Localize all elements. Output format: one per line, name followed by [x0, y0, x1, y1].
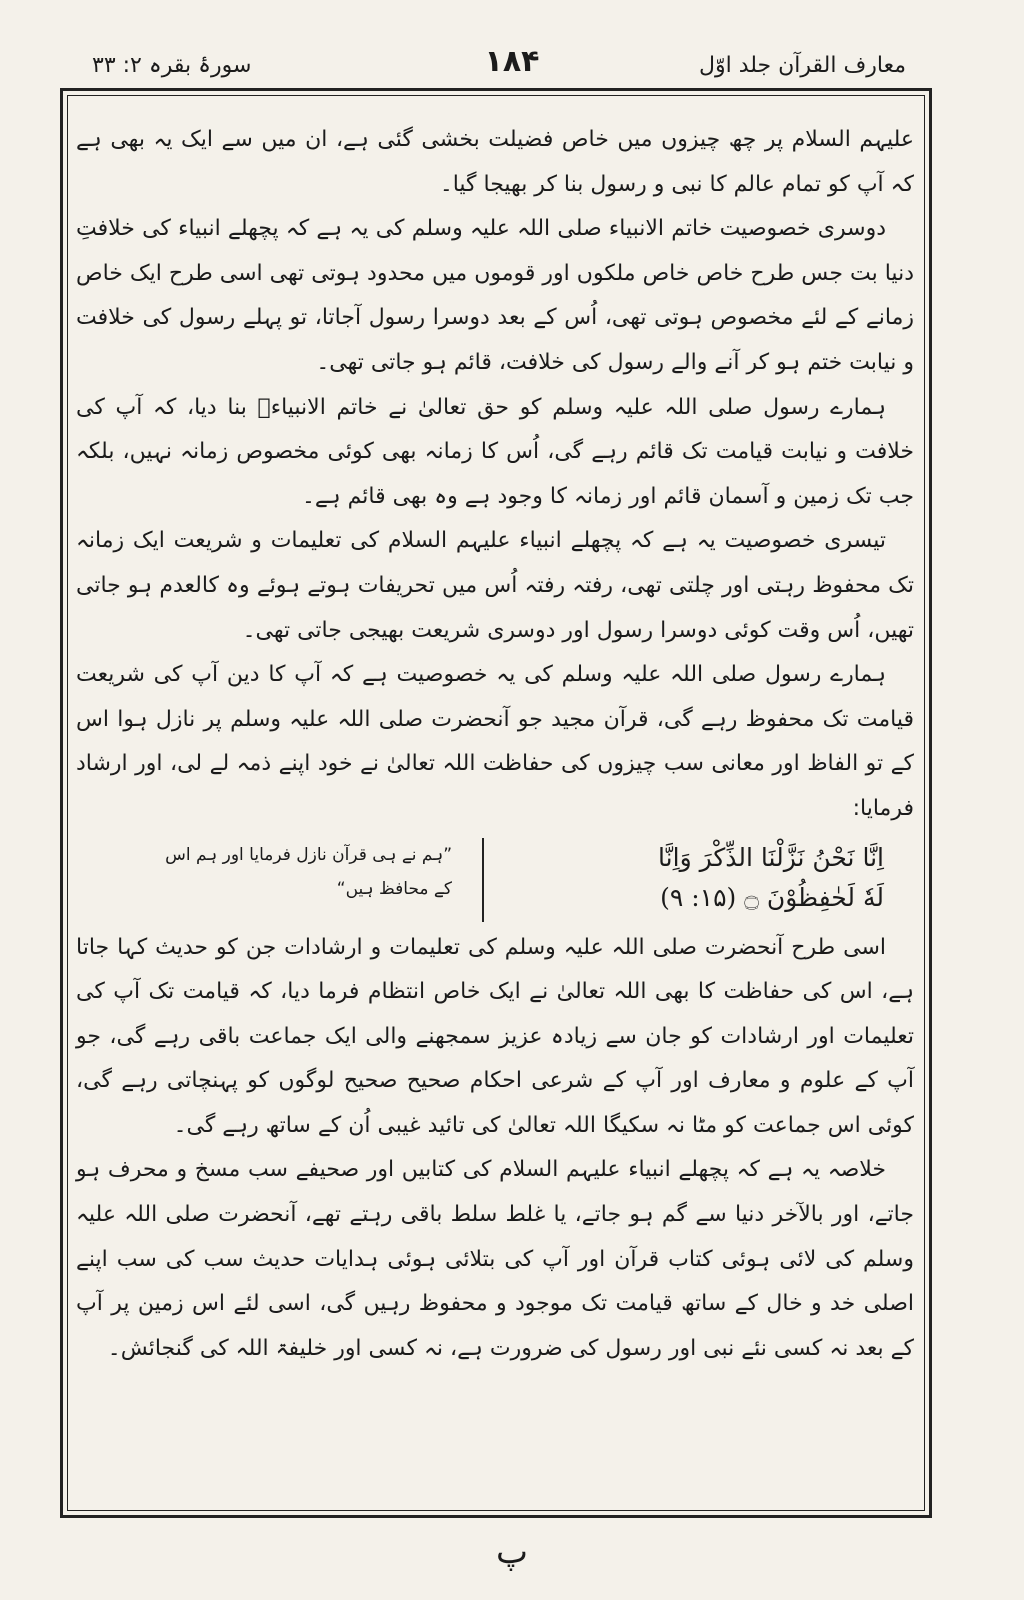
- book-title: معارف القرآن جلد اوّل: [698, 53, 906, 78]
- paragraph-7: خلاصہ یہ ہے کہ پچھلے انبیاء علیہم السلام کی کتابیں اور صحیفے سب مسخ و محرف ہو جاتے، اور بالآخر دنیا سے گم ہو جاتے، یا غلط سلط باقی رہتے تھے، آنحضرت صلی اللہ علیہ وسلم کی لائی ہوئی کتاب قرآن اور آپ کی بتلائی ہوئی ہدایات حدیث سب کی سب اپنے اصلی خد و خال کے ساتھ قیامت تک موجود و محفوظ رہیں گی، اسی لئے اس زمین پر آپ کے بعد نہ کسی نئے نبی اور رسول کی ضرورت ہے، نہ کسی اور خلیفۃ اللہ کی گنجائش۔: [76, 1157, 914, 1361]
- page-number: ۱۸۴: [484, 44, 540, 79]
- paragraph-1: علیہم السلام پر چھ چیزوں میں خاص فضیلت بخشی گئی ہے، ان میں سے ایک یہ بھی ہے کہ آپ کو تمام عالم کا نبی و رسول بنا کر بھیجا گیا۔: [76, 127, 914, 197]
- verse-arabic: [482, 838, 914, 922]
- paragraph-2: دوسری خصوصیت خاتم الانبیاء صلی اللہ علیہ وسلم کی یہ ہے کہ پچھلے انبیاء کی خلافتِ دنیا بت جس طرح خاص خاص ملکوں اور قوموں میں محدود ہوتی تھی اسی طرح ایک خاص زمانے کے لئے مخصوص ہوتی تھی، اُس کے بعد دوسرا رسول آجاتا، تو پہلے رسول کی خلافت و نیابت ختم ہو کر آنے والے رسول کی خلافت، قائم ہو جاتی تھی۔: [76, 216, 914, 375]
- verse-translation-line: کے محافظ ہیں“: [336, 878, 452, 899]
- paragraph-3: ہمارے رسول صلی اللہ علیہ وسلم کو حق تعالیٰ نے خاتم الانبیاءؑ بنا دیا، کہ آپ کی خلافت و نیابت قیامت تک قائم رہے گی، اُس کا زمانہ بھی کوئی مخصوص زمانہ نہیں، بلکہ جب تک زمین و آسمان قائم اور زمانہ کا وجود ہے وہ بھی قائم ہے۔: [76, 394, 914, 509]
- verse-translation-line: ”ہم نے ہی قرآن نازل فرمایا اور ہم اس: [165, 844, 452, 865]
- paragraph-4: تیسری خصوصیت یہ ہے کہ پچھلے انبیاء علیہم السلام کی تعلیمات و شریعت ایک زمانہ تک محفوظ رہتی اور چلتی تھی، رفتہ رفتہ اُس میں تحریفات ہوتے ہوئے وہ کالعدم ہو جاتی تھیں، اُس وقت کوئی دوسرا رسول اور دوسری شریعت بھیجی جاتی تھی۔: [76, 528, 914, 643]
- paragraph-5: ہمارے رسول صلی اللہ علیہ وسلم کی یہ خصوصیت ہے کہ آپ کا دین آپ کی شریعت قیامت تک محفوظ رہے گی، قرآن مجید جو آنحضرت صلی اللہ علیہ وسلم پر نازل ہوا اس کے تو الفاظ اور معانی سب چیزوں کی حفاظت اللہ تعالیٰ نے خود اپنے ذمہ لے لی، اور ارشاد فرمایا:: [76, 662, 914, 821]
- paragraph-6: اسی طرح آنحضرت صلی اللہ علیہ وسلم کی تعلیمات و ارشادات جن کو حدیث کہا جاتا ہے، اس کی حفاظت کا بھی اللہ تعالیٰ نے ایک خاص انتظام فرما دیا، کہ قیامت تک آپ کی تعلیمات اور ارشادات کو جان سے زیادہ عزیز سمجھنے والی ایک جماعت باقی رہے گی، جو آپ کے علوم و معارف اور آپ کے شرعی احکام صحیح صحیح لوگوں کو پہنچاتی رہے گی، کوئی اس جماعت کو مٹا نہ سکیگا اللہ تعالیٰ کی تائید غیبی اُن کے ساتھ رہے گی۔: [76, 934, 914, 1138]
- quran-verse-block: [76, 838, 914, 922]
- verse-arabic-line: لَهٗ لَحٰفِظُوْنَ ۝ (۱۵: ۹): [660, 882, 884, 912]
- verse-arabic-line: اِنَّا نَحْنُ نَزَّلْنَا الذِّكْرَ وَاِنَّا: [658, 842, 884, 872]
- signature-mark: پ: [495, 1532, 528, 1572]
- main-text: [76, 118, 914, 1371]
- surah-reference: سورۂ بقرہ ۲: ۳۳: [92, 53, 252, 78]
- verse-translation: [76, 838, 482, 922]
